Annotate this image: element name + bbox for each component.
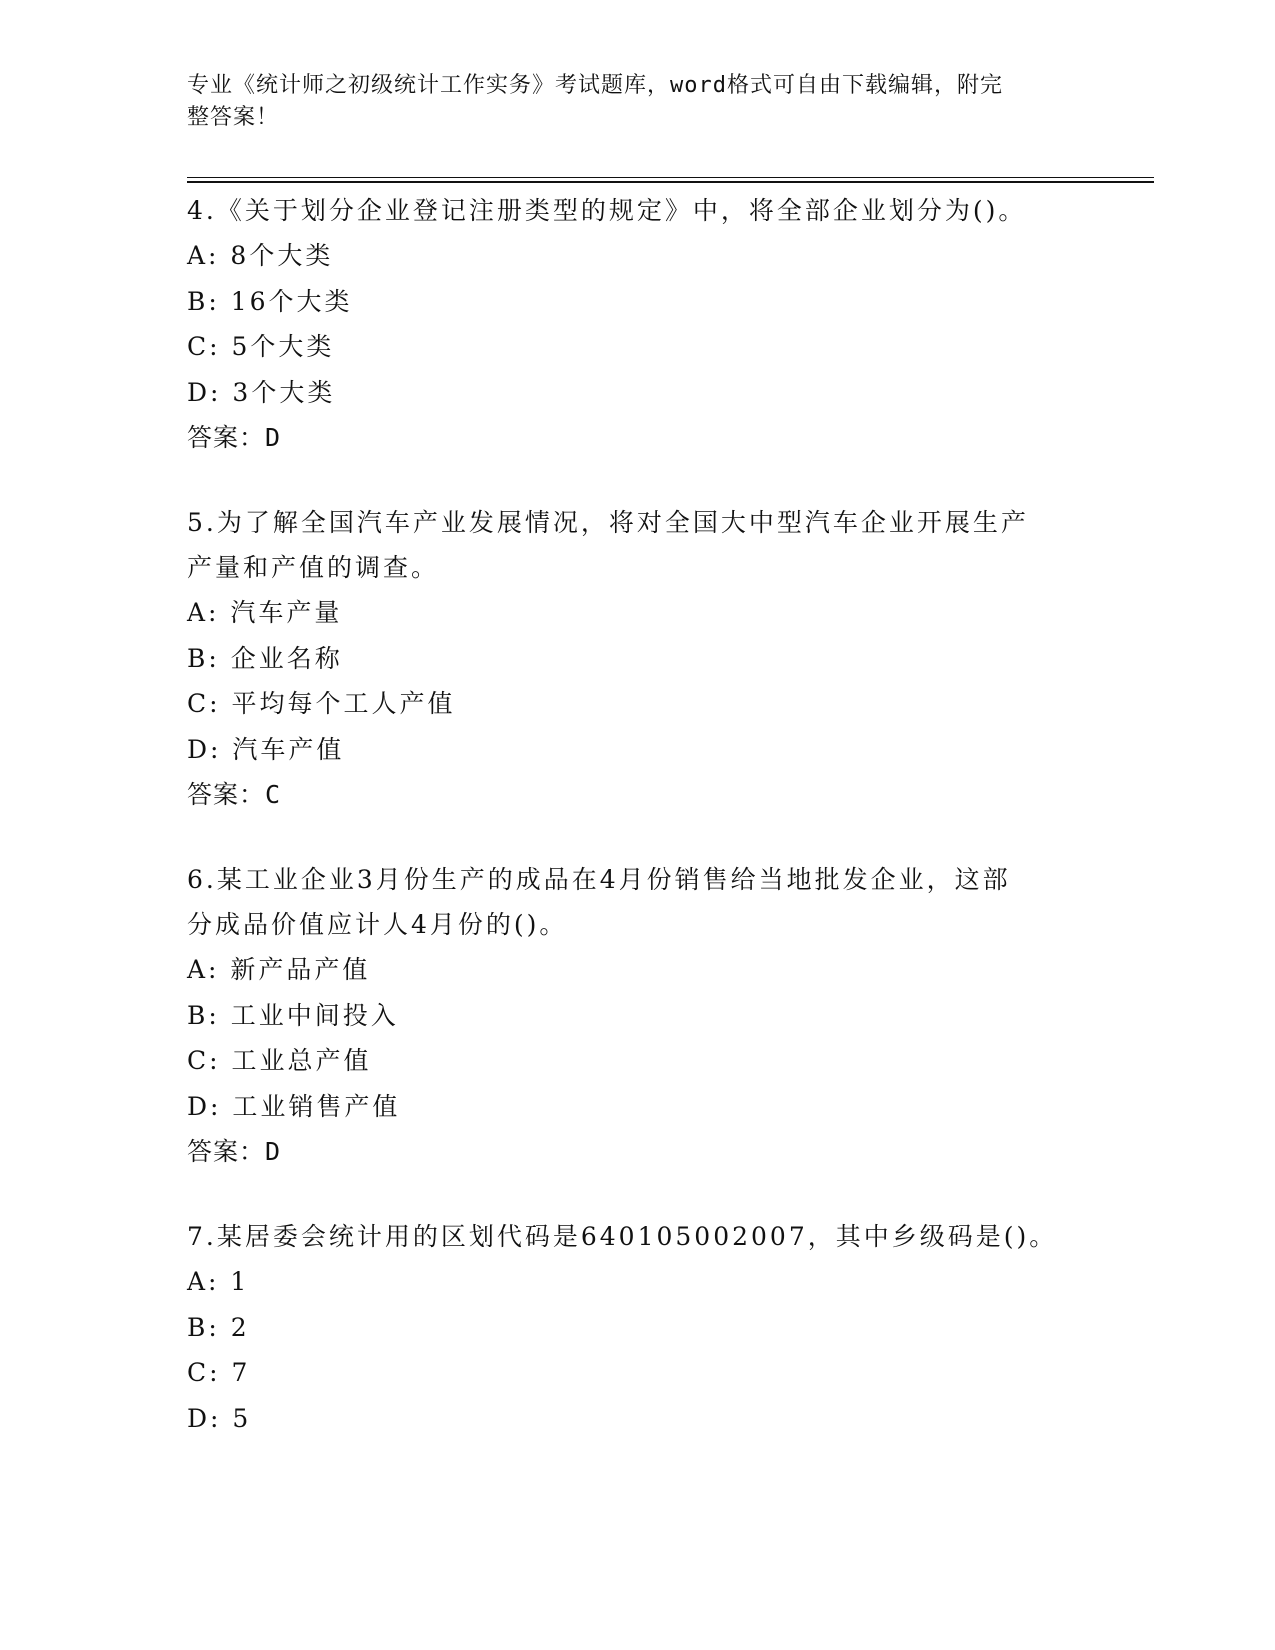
option-c: C: 工业总产值 <box>187 1046 372 1075</box>
question-6 <box>187 857 1077 1174</box>
header-line-1: 专业《统计师之初级统计工作实务》考试题库，word格式可自由下载编辑，附完 <box>187 73 1003 98</box>
question-7 <box>187 1214 1077 1441</box>
question-list <box>187 188 1077 1481</box>
option-d: D: 工业销售产值 <box>187 1091 401 1121</box>
option-d: D: 3个大类 <box>187 377 336 407</box>
option-d: D: 汽车产值 <box>187 734 345 764</box>
option-a: A: 新产品产值 <box>187 955 371 984</box>
document-header <box>187 70 1067 134</box>
question-stem-continued: 产量和产值的调查。 <box>187 553 440 582</box>
question-5 <box>187 500 1077 817</box>
option-a: A: 8个大类 <box>187 241 334 270</box>
header-divider-thin <box>187 177 1154 178</box>
option-d: D: 5 <box>187 1403 252 1433</box>
option-c: C: 5个大类 <box>187 332 335 361</box>
option-c: C: 平均每个工人产值 <box>187 689 456 718</box>
question-4 <box>187 188 1077 460</box>
header-divider-thick <box>187 181 1154 183</box>
header-line-2: 整答案！ <box>187 105 280 130</box>
question-stem-continued: 分成品价值应计人4月份的()。 <box>187 910 568 939</box>
option-b: B: 工业中间投入 <box>187 1000 399 1030</box>
option-c: C: 7 <box>187 1358 251 1387</box>
option-a: A: 1 <box>187 1267 250 1296</box>
question-stem: 4.《关于划分企业登记注册类型的规定》中，将全部企业划分为()。 <box>187 196 1027 225</box>
answer-line: 答案：D <box>187 1137 282 1166</box>
option-b: B: 2 <box>187 1312 250 1342</box>
answer-line: 答案：D <box>187 423 282 452</box>
option-b: B: 企业名称 <box>187 643 343 673</box>
option-a: A: 汽车产量 <box>187 598 343 627</box>
answer-line: 答案：C <box>187 780 282 809</box>
question-stem: 6.某工业企业3月份生产的成品在4月份销售给当地批发企业，这部 <box>187 865 1011 894</box>
question-stem: 7.某居委会统计用的区划代码是640105002007，其中乡级码是()。 <box>187 1222 1058 1251</box>
option-b: B: 16个大类 <box>187 286 353 316</box>
question-stem: 5.为了解全国汽车产业发展情况，将对全国大中型汽车企业开展生产 <box>187 508 1029 537</box>
